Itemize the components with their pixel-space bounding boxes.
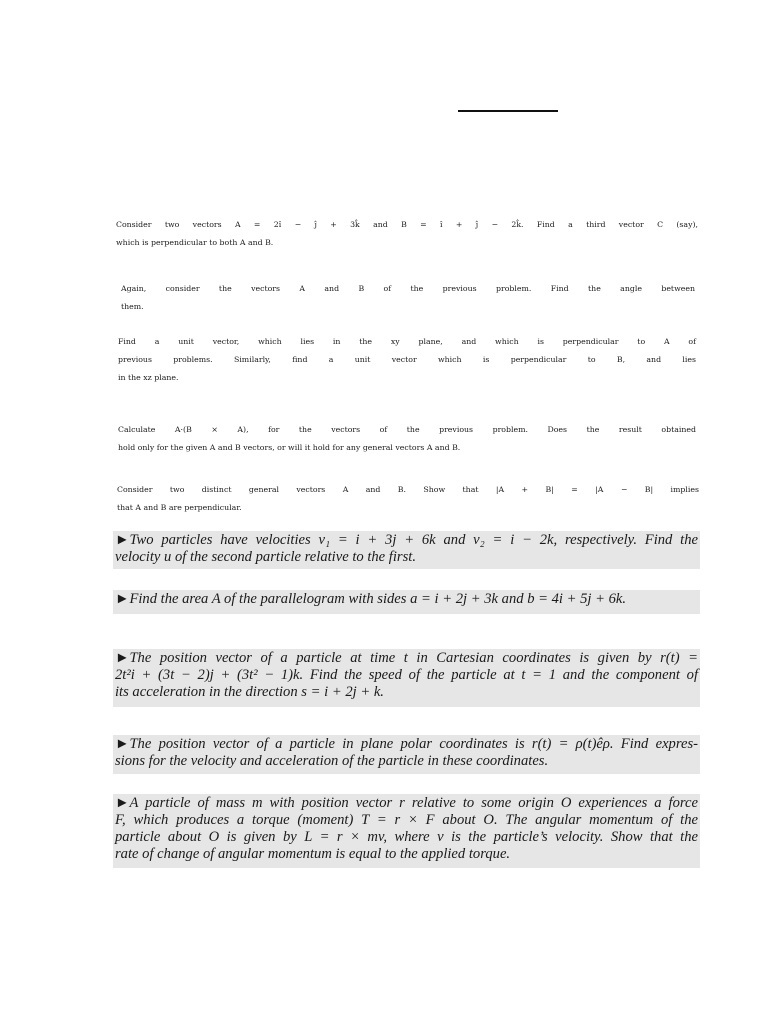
problem-5 [117,481,699,517]
problem-1-line-1: Consider two vectors A = 2î − ĵ + 3k̂ and B = î + ĵ − 2k̂. Find a third vector C (say), [116,220,698,229]
top-rule [458,110,558,112]
problem-4 [118,421,696,457]
problem-6 [113,531,700,569]
problem-3 [118,333,696,387]
problem-8-line-3: its acceleration in the direction s = i + 2j + k. [115,684,384,700]
problem-3-line-1: Find a unit vector, which lies in the xy plane, and which is perpendicular to A of [118,337,696,346]
problem-9-line-1: ►The position vector of a particle in plane polar coordinates is r(t) = ρ(t)êρ. Find expres- [115,736,698,752]
problem-10 [113,794,700,868]
problem-8 [113,649,700,707]
problem-1 [116,216,698,252]
problem-4-line-1: Calculate A·(B × A), for the vectors of the previous problem. Does the result obtained [118,425,696,434]
problem-5-line-2: that A and B are perpendicular. [117,503,242,512]
problem-10-line-2: F, which produces a torque (moment) T = r × F about O. The angular momentum of the [115,812,698,828]
problem-1-line-2: which is perpendicular to both A and B. [116,238,274,247]
problem-7 [113,590,700,614]
problem-3-line-2: previous problems. Similarly, find a unit vector which is perpendicular to B, and lies [118,355,696,364]
problem-5-line-1: Consider two distinct general vectors A and B. Show that |A + B| = |A − B| implies [117,485,699,494]
problem-4-line-2: hold only for the given A and B vectors, or will it hold for any general vectors A and B. [118,443,461,452]
problem-3-line-3: in the xz plane. [118,373,179,382]
problem-6-line-2: velocity u of the second particle relative to the first. [115,549,416,565]
problem-6-line-1: ►Two particles have velocities v₁ = i + 3j + 6k and v₂ = i − 2k, respectively. Find the [115,532,698,548]
problem-9 [113,735,700,774]
problem-9-line-2: sions for the velocity and acceleration of the particle in these coordinates. [115,753,549,769]
problem-2-line-2: them. [121,302,144,311]
problem-10-line-3: particle about O is given by L = r × mv, where v is the particle’s velocity. Show that the [115,829,698,845]
problem-10-line-1: ►A particle of mass m with position vector r relative to some origin O experiences a force [115,795,698,811]
problem-7-line-1: ►Find the area A of the parallelogram with sides a = i + 2j + 3k and b = 4i + 5j + 6k. [115,591,627,607]
problem-10-line-4: rate of change of angular momentum is equal to the applied torque. [115,846,511,862]
problem-8-line-2: 2t²i + (3t − 2)j + (3t² − 1)k. Find the speed of the particle at t = 1 and the component of [115,667,698,683]
problem-2 [121,280,695,316]
problem-8-line-1: ►The position vector of a particle at time t in Cartesian coordinates is given by r(t) = [115,650,698,666]
problem-2-line-1: Again, consider the vectors A and B of the previous problem. Find the angle between [121,284,695,293]
